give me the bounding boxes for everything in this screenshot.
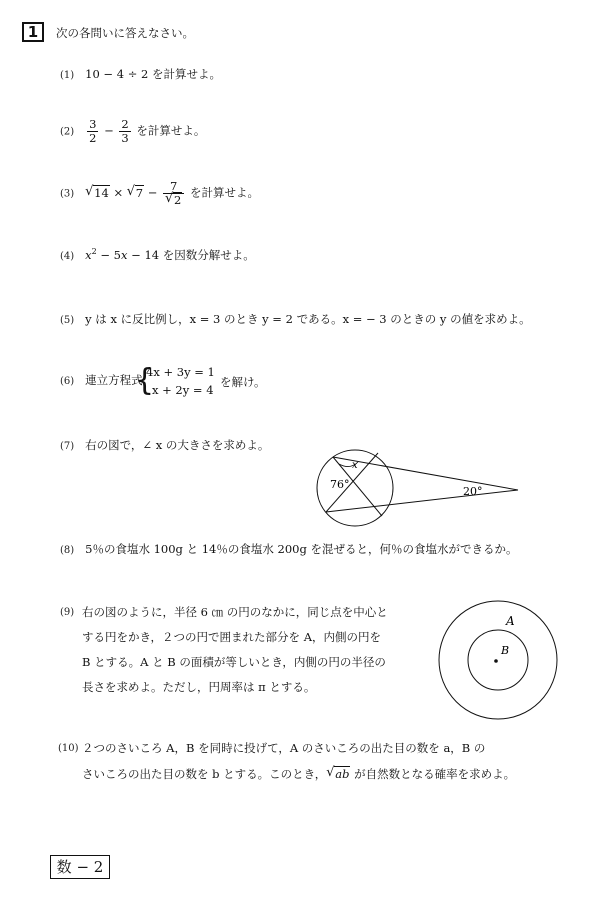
variable-x: x [121, 248, 128, 262]
question-number: (6) [60, 376, 75, 387]
q10-line-1: ２つのさいころ A，B を同時に投げて，A のさいころの出た目の数を a，B の [82, 741, 486, 755]
label-20-degrees: 20° [463, 485, 483, 498]
inner-circle [468, 630, 528, 690]
question-3 [60, 180, 259, 207]
minus-sign: − [104, 123, 114, 138]
denominator: 2 [89, 131, 97, 145]
question-10 [58, 740, 79, 754]
q7-text: 右の図で，∠ x の大きさを求めよ。 [85, 438, 270, 452]
exponent: 2 [91, 247, 97, 257]
q9-line-2: する円をかき，２つの円で囲まれた部分を A，内側の円を [82, 630, 381, 644]
question-number: (5) [60, 315, 75, 326]
radicand: 14 [94, 185, 109, 200]
label-76-degrees: 76° [330, 478, 350, 491]
fraction [119, 118, 130, 145]
equation-1: 4x + 3y = 1 [146, 365, 215, 379]
question-number: (8) [60, 545, 75, 556]
question-number-box: 1 [22, 22, 44, 42]
center-point [494, 659, 498, 663]
radicand: 7 [135, 185, 144, 200]
term: − 14 [127, 248, 160, 262]
radicand: 2 [174, 193, 182, 207]
question-8 [60, 541, 518, 557]
label-b: B [501, 644, 510, 657]
fraction [163, 180, 184, 207]
system-brace: { [135, 363, 155, 398]
question-number: (4) [60, 251, 75, 262]
radicand: ab [335, 767, 350, 781]
question-5 [60, 311, 531, 327]
q6-instruction: を解け。 [220, 375, 266, 389]
term: − 5 [96, 248, 121, 262]
fraction [87, 118, 98, 145]
q9-line-4: 長さを求めよ。ただし，円周率は π とする。 [82, 680, 316, 694]
question-1 [60, 66, 221, 82]
question-4 [60, 247, 255, 263]
q9-line-1: 右の図のように，半径 6 ㎝ の円のなかに，同じ点を中心と [82, 605, 388, 619]
q10-line-2-start: さいころの出た目の数を b とする。このとき， [82, 767, 327, 781]
q1-expression: 10 − 4 ÷ 2 [85, 67, 149, 81]
q1-instruction: を計算せよ。 [151, 67, 221, 81]
instruction-text: 次の各問いに答えなさい。 [56, 26, 194, 40]
question-number: (10) [58, 743, 79, 754]
concentric-circles-figure [435, 596, 565, 726]
equation-2: x + 2y = 4 [152, 383, 214, 397]
denominator: 3 [121, 131, 129, 145]
square-root: √ ab [326, 765, 350, 781]
secant-line-2 [326, 490, 518, 512]
q8-text: 5％の食塩水 100g と 14％の食塩水 200g を混ぜると，何％の食塩水ができるか。 [85, 542, 518, 556]
q10-line-2 [82, 766, 515, 782]
question-number: (7) [60, 441, 75, 452]
q9-line-3: B とする。A と B の面積が等しいとき，内側の円の半径の [82, 655, 386, 669]
outer-circle [439, 601, 557, 719]
numerator: 3 [89, 117, 97, 131]
minus-sign: − [147, 185, 158, 200]
variable-x: x [85, 248, 92, 262]
question-number: (2) [60, 126, 75, 138]
denominator [163, 191, 184, 207]
numerator: 2 [121, 117, 129, 131]
page-label: 数 − 2 [50, 855, 110, 879]
label-a: A [506, 614, 515, 628]
question-number: (1) [60, 70, 75, 81]
numerator: 7 [163, 180, 184, 194]
question-6 [60, 372, 143, 388]
square-root: √ 14 [85, 183, 109, 200]
circle-angle-figure [300, 440, 530, 530]
times-sign: × [113, 185, 124, 200]
q6-label: 連立方程式 [85, 373, 143, 387]
label-x: x [352, 460, 358, 471]
q10-line-2-end: が自然数となる確率を求めよ。 [350, 767, 516, 781]
square-root: √ 7 [126, 183, 144, 200]
q2-instruction: を計算せよ。 [136, 123, 206, 138]
q4-instruction: を因数分解せよ。 [162, 248, 255, 262]
square-root: √ 2 [165, 191, 182, 207]
question-9 [60, 604, 74, 618]
question-7 [60, 437, 269, 453]
q3-instruction: を計算せよ。 [190, 185, 259, 200]
question-number: (3) [60, 188, 75, 200]
question-number: (9) [60, 607, 75, 618]
question-2 [60, 118, 205, 145]
q5-text: y は x に反比例し，x = 3 のとき y = 2 である。x = − 3 のときの y の値を求めよ。 [85, 312, 531, 326]
secant-line-1 [333, 457, 518, 490]
